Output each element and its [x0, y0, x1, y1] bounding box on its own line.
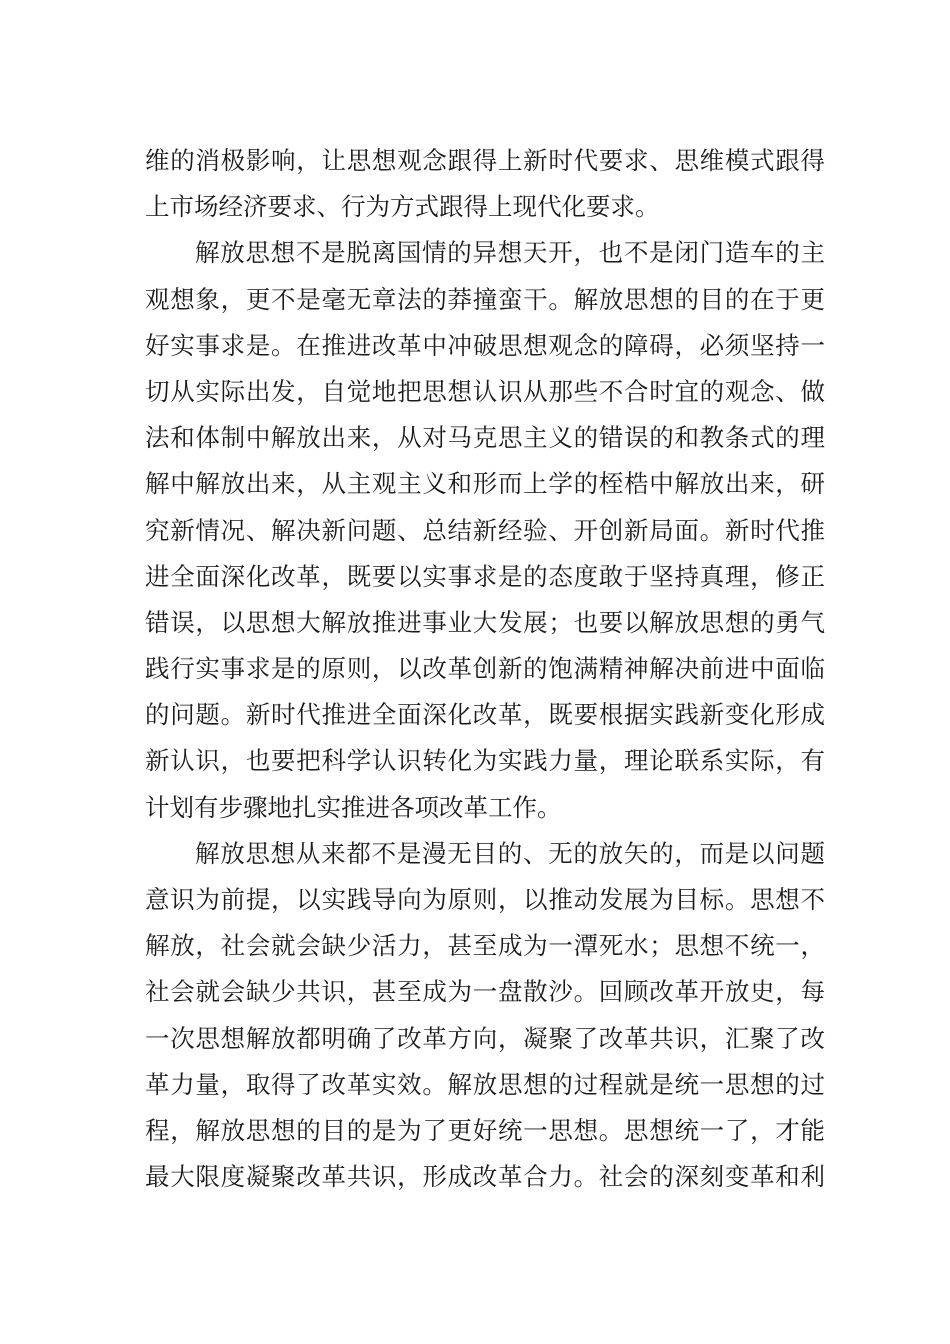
paragraph-line: 计划有步骤地扎实推进各项改革工作。 — [145, 792, 562, 822]
paragraph-line: 究新情况、解决新问题、总结新经验、开创新局面。新时代推 — [145, 515, 825, 545]
paragraph-line: 进全面深化改革，既要以实事求是的态度敢于坚持真理，修正 — [145, 561, 825, 591]
paragraph-line: 上市场经济要求、行为方式跟得上现代化要求。 — [145, 192, 660, 222]
paragraph-line: 的问题。新时代推进全面深化改革，既要根据实践新变化形成 — [145, 700, 825, 730]
paragraph-line: 社会就会缺少共识，甚至成为一盘散沙。回顾改革开放史，每 — [145, 977, 825, 1007]
paragraph-line: 维的消极影响，让思想观念跟得上新时代要求、思维模式跟得 — [145, 146, 825, 175]
paragraph-line: 错误，以思想大解放推进事业大发展；也要以解放思想的勇气 — [145, 607, 825, 637]
paragraph-line: 最大限度凝聚改革共识，形成改革合力。社会的深刻变革和利 — [145, 1162, 825, 1192]
paragraph-line: 观想象，更不是毫无章法的莽撞蛮干。解放思想的目的在于更 — [145, 284, 825, 314]
paragraph-line: 切从实际出发，自觉地把思想认识从那些不合时宜的观念、做 — [145, 376, 825, 406]
paragraph-line: 解放思想不是脱离国情的异想天开，也不是闭门造车的主 — [195, 238, 825, 268]
paragraph-1 — [145, 138, 825, 230]
paragraph-line: 好实事求是。在推进改革中冲破思想观念的障碍，必须坚持一 — [145, 330, 825, 360]
paragraph-line: 一次思想解放都明确了改革方向，凝聚了改革共识，汇聚了改 — [145, 1023, 825, 1053]
paragraph-line: 践行实事求是的原则，以改革创新的饱满精神解决前进中面临 — [145, 654, 825, 684]
body-text — [145, 138, 825, 1200]
paragraph-2 — [145, 230, 825, 830]
paragraph-3 — [145, 831, 825, 1201]
paragraph-line: 新认识，也要把科学认识转化为实践力量，理论联系实际，有 — [145, 746, 825, 776]
paragraph-line: 解放思想从来都不是漫无目的、无的放矢的，而是以问题 — [195, 838, 825, 868]
paragraph-line: 法和体制中解放出来，从对马克思主义的错误的和教条式的理 — [145, 423, 825, 453]
paragraph-line: 解放，社会就会缺少活力，甚至成为一潭死水；思想不统一， — [145, 931, 825, 961]
paragraph-line: 程，解放思想的目的是为了更好统一思想。思想统一了，才能 — [145, 1115, 825, 1145]
paragraph-line: 解中解放出来，从主观主义和形而上学的桎梏中解放出来，研 — [145, 469, 825, 499]
paragraph-line: 革力量，取得了改革实效。解放思想的过程就是统一思想的过 — [145, 1069, 825, 1099]
paragraph-line: 意识为前提，以实践导向为原则，以推动发展为目标。思想不 — [145, 885, 825, 914]
